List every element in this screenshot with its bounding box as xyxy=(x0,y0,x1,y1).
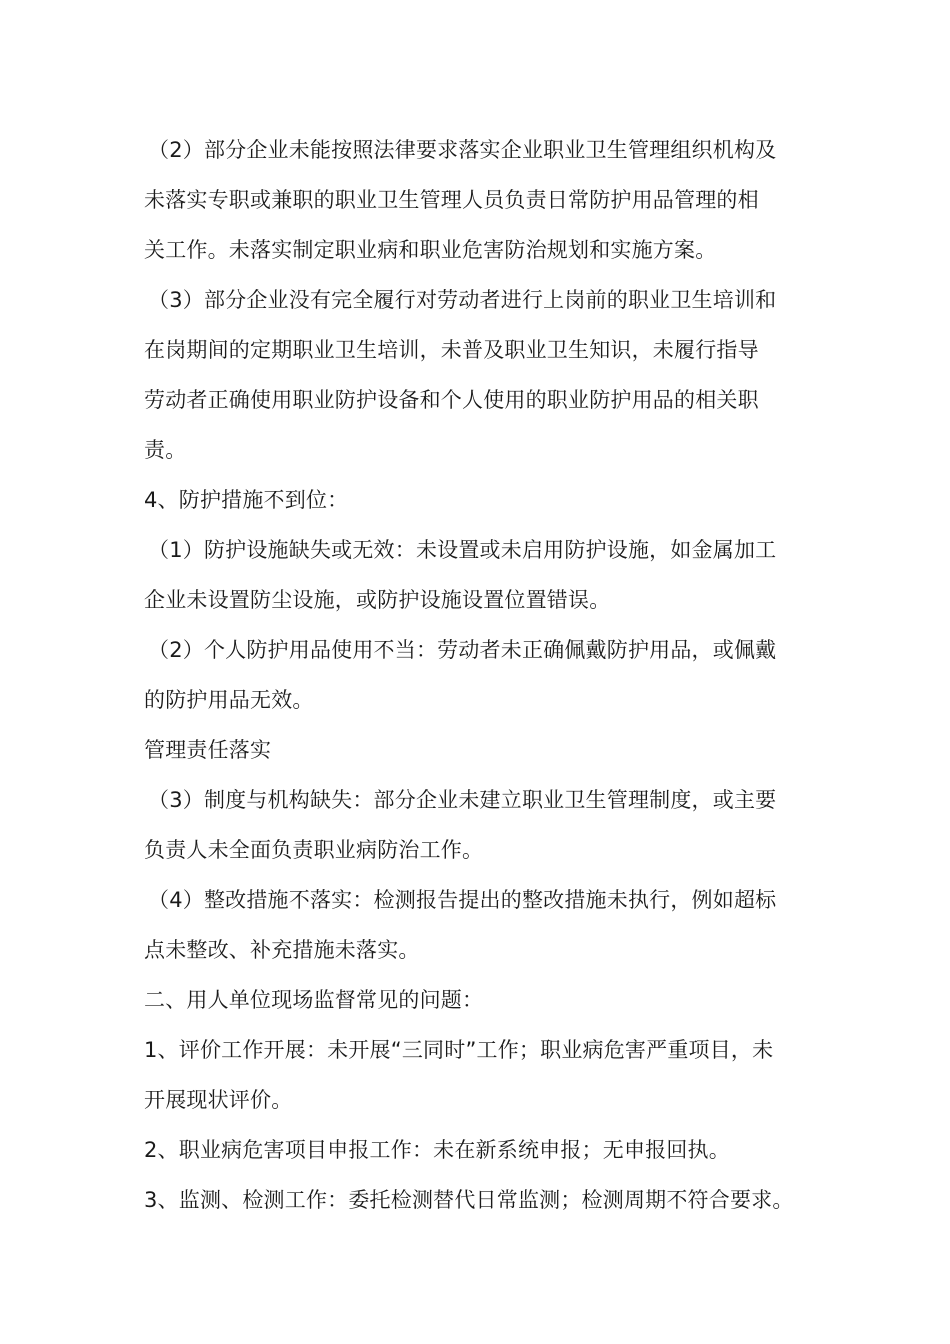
item-2-line-1: （2）个人防护用品使用不当：劳动者未正确佩戴防护用品，或佩戴 xyxy=(148,638,777,662)
item-4-line-1: （4）整改措施不落实：检测报告提出的整改措施未执行，例如超标 xyxy=(148,888,777,912)
paragraph-2-line-1: （2）部分企业未能按照法律要求落实企业职业卫生管理组织机构及 xyxy=(148,138,777,162)
item-1-line-1: （1）防护设施缺失或无效：未设置或未启用防护设施，如金属加工 xyxy=(148,538,777,562)
item-1-line-2: 企业未设置防尘设施，或防护设施设置位置错误。 xyxy=(144,588,611,612)
item-2-line-2: 的防护用品无效。 xyxy=(144,688,314,712)
section-heading-4: 4、防护措施不到位： xyxy=(144,488,349,512)
point-1-line-1: 1、评价工作开展：未开展“三同时”工作；职业病危害严重项目，未 xyxy=(144,1038,774,1062)
paragraph-3-line-2: 在岗期间的定期职业卫生培训，未普及职业卫生知识，未履行指导 xyxy=(144,338,759,362)
paragraph-2-line-2: 未落实专职或兼职的职业卫生管理人员负责日常防护用品管理的相 xyxy=(144,188,759,212)
paragraph-3-line-4: 责。 xyxy=(144,438,187,462)
item-3-line-2: 负责人未全面负责职业病防治工作。 xyxy=(144,838,484,862)
paragraph-2-line-3: 关工作。未落实制定职业病和职业危害防治规划和实施方案。 xyxy=(144,238,717,262)
point-1-line-2: 开展现状评价。 xyxy=(144,1088,293,1112)
point-2-line-1: 2、职业病危害项目申报工作：未在新系统申报；无申报回执。 xyxy=(144,1138,730,1162)
point-3-line-1: 3、监测、检测工作：委托检测替代日常监测；检测周期不符合要求。 xyxy=(144,1188,794,1212)
subheading-management: 管理责任落实 xyxy=(144,738,272,762)
section-heading-2: 二、用人单位现场监督常见的问题： xyxy=(144,988,484,1012)
paragraph-3-line-1: （3）部分企业没有完全履行对劳动者进行上岗前的职业卫生培训和 xyxy=(148,288,777,312)
item-4-line-2: 点未整改、补充措施未落实。 xyxy=(144,938,420,962)
item-3-line-1: （3）制度与机构缺失：部分企业未建立职业卫生管理制度，或主要 xyxy=(148,788,777,812)
paragraph-3-line-3: 劳动者正确使用职业防护设备和个人使用的职业防护用品的相关职 xyxy=(144,388,759,412)
